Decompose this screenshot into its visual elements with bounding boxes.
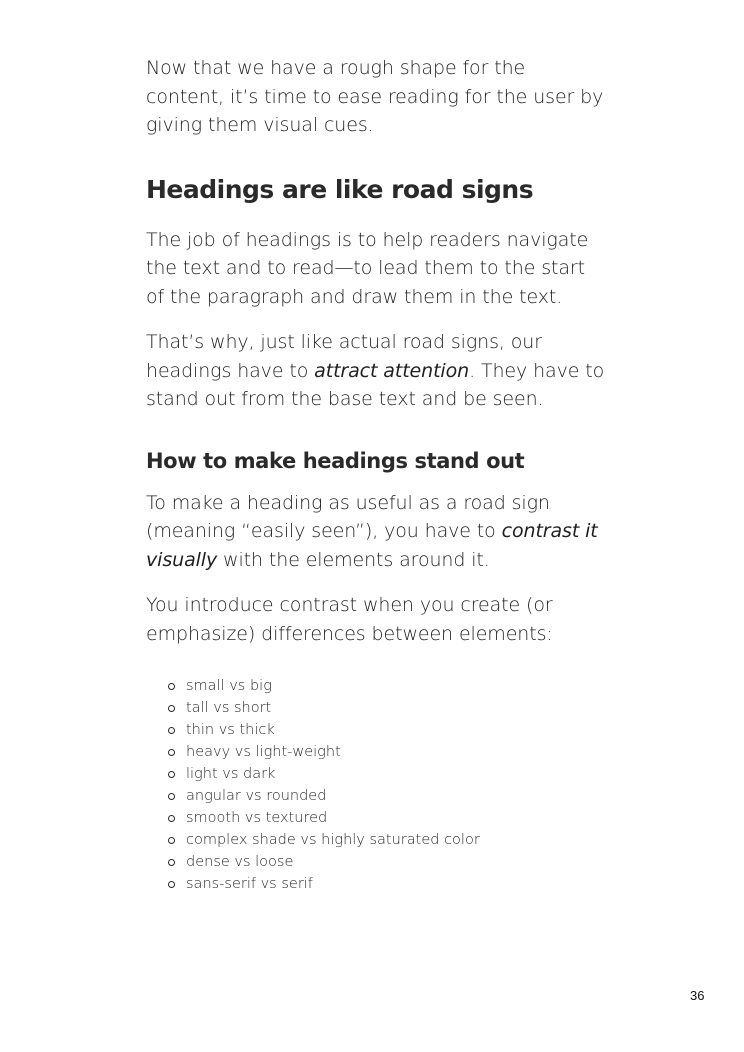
circle-bullet-icon (168, 749, 175, 756)
list-item-text: angular vs rounded (186, 788, 327, 804)
road-signs-paragraph (146, 328, 606, 414)
circle-bullet-icon (168, 859, 175, 866)
attract-attention-emphasis: attract attention (314, 359, 470, 382)
circle-bullet-icon (168, 771, 175, 778)
list-item (168, 741, 606, 763)
list-item (168, 785, 606, 807)
list-item-text: smooth vs textured (186, 810, 328, 826)
list-item (168, 763, 606, 785)
list-item-text: dense vs loose (186, 854, 294, 870)
intro-paragraph: Now that we have a rough shape for the content, it’s time to ease reading for the user by giving them visual cues. (146, 57, 604, 136)
list-item (168, 807, 606, 829)
list-item-text: tall vs short (186, 700, 272, 716)
page-content (146, 54, 606, 895)
circle-bullet-icon (168, 881, 175, 888)
road-signs-text-before: That’s why, just like actual road signs, our headings have to (146, 331, 542, 382)
list-item-text: complex shade vs highly saturated color (186, 832, 480, 848)
circle-bullet-icon (168, 793, 175, 800)
circle-bullet-icon (168, 815, 175, 822)
circle-bullet-icon (168, 705, 175, 712)
list-item-text: light vs dark (186, 766, 276, 782)
list-item (168, 829, 606, 851)
contrast-text-after: with the elements around it. (217, 548, 490, 571)
list-item-text: small vs big (186, 678, 272, 694)
circle-bullet-icon (168, 837, 175, 844)
headings-job-paragraph: The job of headings is to help readers navigate the text and to read—to lead them to the start of the paragraph and draw them in the text. (146, 228, 589, 308)
contrast-visually-emphasis: contrast it visually (146, 520, 598, 571)
list-item-text: sans-serif vs serif (186, 876, 313, 892)
contrast-list (146, 675, 606, 895)
main-heading: Headings are like road signs (146, 174, 534, 204)
list-item (168, 697, 606, 719)
list-item (168, 675, 606, 697)
introduce-contrast-paragraph: You introduce contrast when you create (or emphasize) differences between elements: (146, 594, 553, 645)
list-item-text: thin vs thick (186, 722, 275, 738)
contrast-visually-paragraph (146, 489, 606, 575)
circle-bullet-icon (168, 683, 175, 690)
list-item (168, 851, 606, 873)
contrast-text-before: To make a heading as useful as a road sign (meaning “easily seen”), you have to (146, 491, 550, 542)
circle-bullet-icon (168, 727, 175, 734)
page-number: 36 (690, 988, 705, 1003)
list-item (168, 719, 606, 741)
sub-heading: How to make headings stand out (146, 448, 525, 473)
list-item (168, 873, 606, 895)
list-item-text: heavy vs light-weight (186, 744, 341, 760)
road-signs-text-after: . They have to stand out from the base text and be seen. (146, 359, 605, 410)
